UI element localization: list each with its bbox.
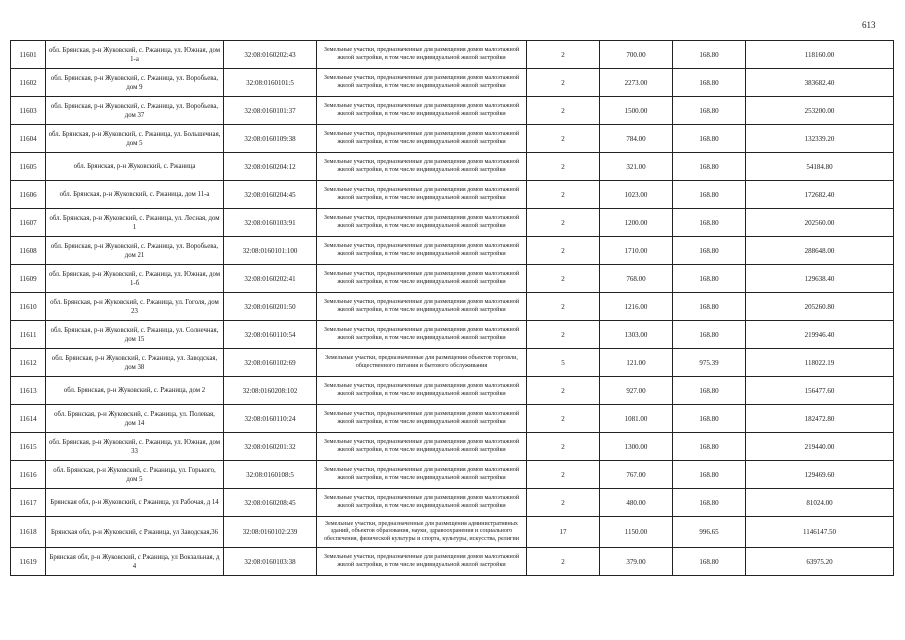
address-cell: обл. Брянская, р-н Жуковский, с. Ржаница [46, 153, 224, 181]
permitted-use-cell: Земельные участки, предназначенные для размещения домов малоэтажной жилой застройки, в том числе индивидуальной жилой застройки [317, 405, 527, 433]
table-row [11, 517, 894, 548]
cadastral-number-cell: 32:08:0160208:102 [224, 377, 317, 405]
address-cell: обл. Брянская, р-н Жуковский, с. Ржаница, ул. Южная, дом 1-а [46, 41, 224, 69]
area-cell: 1023.00 [600, 181, 673, 209]
cadastral-value-cell: 383682.40 [746, 69, 894, 97]
cadastral-number-cell: 32:08:0160102:69 [224, 349, 317, 377]
specific-value-cell: 168.80 [673, 153, 746, 181]
row-number: 11612 [11, 349, 46, 377]
area-cell: 121.00 [600, 349, 673, 377]
permitted-use-cell: Земельные участки, предназначенные для размещения домов малоэтажной жилой застройки, в том числе индивидуальной жилой застройки [317, 489, 527, 517]
area-cell: 700.00 [600, 41, 673, 69]
permitted-use-cell: Земельные участки, предназначенные для размещения домов малоэтажной жилой застройки, в том числе индивидуальной жилой застройки [317, 293, 527, 321]
specific-value-cell: 168.80 [673, 405, 746, 433]
table-row [11, 321, 894, 349]
address-cell: Брянская обл, р-н Жуковский, с Ржаница, ул Заводская,36 [46, 517, 224, 548]
cadastral-number-cell: 32:08:0160204:45 [224, 181, 317, 209]
address-cell: обл. Брянская, р-н Жуковский, с. Ржаница, ул. Южная, дом 33 [46, 433, 224, 461]
cadastral-number-cell: 32:08:0160208:45 [224, 489, 317, 517]
cadastral-value-cell: 156477.60 [746, 377, 894, 405]
cadastral-value-cell: 219946.40 [746, 321, 894, 349]
specific-value-cell: 168.80 [673, 209, 746, 237]
table-row [11, 489, 894, 517]
cadastral-value-cell: 219440.00 [746, 433, 894, 461]
area-cell: 1150.00 [600, 517, 673, 548]
table-row [11, 405, 894, 433]
cadastral-number-cell: 32:08:0160108:5 [224, 461, 317, 489]
cadastral-value-cell: 1146147.50 [746, 517, 894, 548]
specific-value-cell: 168.80 [673, 97, 746, 125]
cadastral-value-cell: 182472.80 [746, 405, 894, 433]
cadastral-number-cell: 32:08:0160202:43 [224, 41, 317, 69]
area-cell: 1710.00 [600, 237, 673, 265]
area-cell: 767.00 [600, 461, 673, 489]
cadastral-number-cell: 32:08:0160109:38 [224, 125, 317, 153]
specific-value-cell: 168.80 [673, 41, 746, 69]
cadastral-value-cell: 172682.40 [746, 181, 894, 209]
area-cell: 784.00 [600, 125, 673, 153]
specific-value-cell: 168.80 [673, 265, 746, 293]
address-cell: обл. Брянская, р-н Жуковский, с. Ржаница, ул. Солнечная, дом 15 [46, 321, 224, 349]
table-row [11, 237, 894, 265]
permitted-use-cell: Земельные участки, предназначенные для размещения административных зданий, объектов образования, науки, здравоохранения и социального обеспечения, физической культуры и спорта, культуры, искусства, религии [317, 517, 527, 548]
cadastral-value-cell: 118160.00 [746, 41, 894, 69]
area-cell: 480.00 [600, 489, 673, 517]
group-cell: 2 [527, 433, 600, 461]
specific-value-cell: 168.80 [673, 489, 746, 517]
specific-value-cell: 168.80 [673, 237, 746, 265]
table-row [11, 377, 894, 405]
table-row [11, 41, 894, 69]
address-cell: Брянская обл, р-н Жуковский, с Ржаница, ул Вокзальная, д 4 [46, 548, 224, 576]
row-number: 11610 [11, 293, 46, 321]
specific-value-cell: 168.80 [673, 433, 746, 461]
cadastral-value-cell: 129638.40 [746, 265, 894, 293]
table-row [11, 548, 894, 576]
permitted-use-cell: Земельные участки, предназначенные для размещения домов малоэтажной жилой застройки, в том числе индивидуальной жилой застройки [317, 41, 527, 69]
specific-value-cell: 168.80 [673, 125, 746, 153]
cadastral-number-cell: 32:08:0160110:24 [224, 405, 317, 433]
cadastral-value-cell: 81024.00 [746, 489, 894, 517]
area-cell: 1300.00 [600, 433, 673, 461]
area-cell: 927.00 [600, 377, 673, 405]
permitted-use-cell: Земельные участки, предназначенные для размещения домов малоэтажной жилой застройки, в том числе индивидуальной жилой застройки [317, 153, 527, 181]
cadastral-number-cell: 32:08:0160201:50 [224, 293, 317, 321]
address-cell: обл. Брянская, р-н Жуковский, с. Ржаница, ул. Воробьева, дом 9 [46, 69, 224, 97]
group-cell: 2 [527, 321, 600, 349]
group-cell: 2 [527, 237, 600, 265]
table-row [11, 293, 894, 321]
table-row [11, 125, 894, 153]
page-number: 613 [862, 20, 876, 30]
row-number: 11613 [11, 377, 46, 405]
permitted-use-cell: Земельные участки, предназначенные для размещения домов малоэтажной жилой застройки, в том числе индивидуальной жилой застройки [317, 237, 527, 265]
permitted-use-cell: Земельные участки, предназначенные для размещения домов малоэтажной жилой застройки, в том числе индивидуальной жилой застройки [317, 433, 527, 461]
row-number: 11618 [11, 517, 46, 548]
cadastral-value-cell: 132339.20 [746, 125, 894, 153]
group-cell: 2 [527, 377, 600, 405]
cadastral-value-cell: 54184.80 [746, 153, 894, 181]
cadastral-number-cell: 32:08:0160103:38 [224, 548, 317, 576]
row-number: 11617 [11, 489, 46, 517]
row-number: 11603 [11, 97, 46, 125]
area-cell: 2273.00 [600, 69, 673, 97]
address-cell: обл. Брянская, р-н Жуковский, с. Ржаница, ул. Полевая, дом 14 [46, 405, 224, 433]
cadastral-value-cell: 129469.60 [746, 461, 894, 489]
area-cell: 768.00 [600, 265, 673, 293]
address-cell: обл. Брянская, р-н Жуковский, с. Ржаница, ул. Заводская, дом 38 [46, 349, 224, 377]
permitted-use-cell: Земельные участки, предназначенные для размещения домов малоэтажной жилой застройки, в том числе индивидуальной жилой застройки [317, 69, 527, 97]
area-cell: 1081.00 [600, 405, 673, 433]
address-cell: обл. Брянская, р-н Жуковский, с. Ржаница, дом 11-а [46, 181, 224, 209]
row-number: 11614 [11, 405, 46, 433]
address-cell: обл. Брянская, р-н Жуковский, с. Ржаница, ул. Гоголя, дом 23 [46, 293, 224, 321]
cadastral-value-cell: 118022.19 [746, 349, 894, 377]
specific-value-cell: 168.80 [673, 321, 746, 349]
specific-value-cell: 168.80 [673, 181, 746, 209]
cadastral-value-cell: 205260.80 [746, 293, 894, 321]
area-cell: 1200.00 [600, 209, 673, 237]
permitted-use-cell: Земельные участки, предназначенные для размещения домов малоэтажной жилой застройки, в том числе индивидуальной жилой застройки [317, 377, 527, 405]
table-row [11, 153, 894, 181]
area-cell: 379.00 [600, 548, 673, 576]
group-cell: 2 [527, 97, 600, 125]
cadastral-number-cell: 32:08:0160102:239 [224, 517, 317, 548]
cadastral-number-cell: 32:08:0160103:91 [224, 209, 317, 237]
group-cell: 2 [527, 181, 600, 209]
cadastral-value-cell: 202560.00 [746, 209, 894, 237]
address-cell: обл. Брянская, р-н Жуковский, с. Ржаница, ул. Горького, дом 5 [46, 461, 224, 489]
row-number: 11609 [11, 265, 46, 293]
land-registry-table [10, 40, 894, 576]
address-cell: Брянская обл, р-н Жуковский, с Ржаница, ул Рабочая, д 14 [46, 489, 224, 517]
specific-value-cell: 996.65 [673, 517, 746, 548]
specific-value-cell: 168.80 [673, 293, 746, 321]
row-number: 11606 [11, 181, 46, 209]
table-row [11, 461, 894, 489]
address-cell: обл. Брянская, р-н Жуковский, с. Ржаница, дом 2 [46, 377, 224, 405]
table-row [11, 97, 894, 125]
cadastral-number-cell: 32:08:0160202:41 [224, 265, 317, 293]
group-cell: 2 [527, 41, 600, 69]
row-number: 11607 [11, 209, 46, 237]
table-row [11, 181, 894, 209]
row-number: 11604 [11, 125, 46, 153]
specific-value-cell: 168.80 [673, 69, 746, 97]
row-number: 11608 [11, 237, 46, 265]
cadastral-number-cell: 32:08:0160110:54 [224, 321, 317, 349]
permitted-use-cell: Земельные участки, предназначенные для размещения домов малоэтажной жилой застройки, в том числе индивидуальной жилой застройки [317, 209, 527, 237]
group-cell: 2 [527, 265, 600, 293]
group-cell: 2 [527, 293, 600, 321]
group-cell: 2 [527, 548, 600, 576]
group-cell: 2 [527, 209, 600, 237]
specific-value-cell: 975.39 [673, 349, 746, 377]
row-number: 11611 [11, 321, 46, 349]
area-cell: 321.00 [600, 153, 673, 181]
row-number: 11615 [11, 433, 46, 461]
group-cell: 2 [527, 69, 600, 97]
area-cell: 1303.00 [600, 321, 673, 349]
specific-value-cell: 168.80 [673, 461, 746, 489]
row-number: 11605 [11, 153, 46, 181]
group-cell: 2 [527, 153, 600, 181]
table-row [11, 69, 894, 97]
address-cell: обл. Брянская, р-н Жуковский, с. Ржаница, ул. Южная, дом 1-б [46, 265, 224, 293]
specific-value-cell: 168.80 [673, 548, 746, 576]
permitted-use-cell: Земельные участки, предназначенные для размещения домов малоэтажной жилой застройки, в том числе индивидуальной жилой застройки [317, 321, 527, 349]
cadastral-value-cell: 288648.00 [746, 237, 894, 265]
table-row [11, 433, 894, 461]
row-number: 11616 [11, 461, 46, 489]
cadastral-value-cell: 253200.00 [746, 97, 894, 125]
specific-value-cell: 168.80 [673, 377, 746, 405]
row-number: 11619 [11, 548, 46, 576]
table-body [11, 41, 894, 576]
group-cell: 2 [527, 489, 600, 517]
area-cell: 1216.00 [600, 293, 673, 321]
row-number: 11601 [11, 41, 46, 69]
permitted-use-cell: Земельные участки, предназначенные для размещения домов малоэтажной жилой застройки, в том числе индивидуальной жилой застройки [317, 265, 527, 293]
group-cell: 5 [527, 349, 600, 377]
cadastral-number-cell: 32:08:0160204:12 [224, 153, 317, 181]
permitted-use-cell: Земельные участки, предназначенные для размещения домов малоэтажной жилой застройки, в том числе индивидуальной жилой застройки [317, 181, 527, 209]
permitted-use-cell: Земельные участки, предназначенные для размещения домов малоэтажной жилой застройки, в том числе индивидуальной жилой застройки [317, 97, 527, 125]
cadastral-number-cell: 32:08:0160101:37 [224, 97, 317, 125]
table-row [11, 349, 894, 377]
area-cell: 1500.00 [600, 97, 673, 125]
address-cell: обл. Брянская, р-н Жуковский, с. Ржаница, ул. Большечная, дом 5 [46, 125, 224, 153]
cadastral-value-cell: 63975.20 [746, 548, 894, 576]
permitted-use-cell: Земельные участки, предназначенные для размещения домов малоэтажной жилой застройки, в том числе индивидуальной жилой застройки [317, 548, 527, 576]
address-cell: обл. Брянская, р-н Жуковский, с. Ржаница, ул. Воробьева, дом 21 [46, 237, 224, 265]
address-cell: обл. Брянская, р-н Жуковский, с. Ржаница, ул. Лесная, дом 1 [46, 209, 224, 237]
table-row [11, 265, 894, 293]
permitted-use-cell: Земельные участки, предназначенные для размещения домов малоэтажной жилой застройки, в том числе индивидуальной жилой застройки [317, 461, 527, 489]
table-row [11, 209, 894, 237]
group-cell: 2 [527, 125, 600, 153]
cadastral-number-cell: 32:08:0160101:100 [224, 237, 317, 265]
address-cell: обл. Брянская, р-н Жуковский, с. Ржаница, ул. Воробьева, дом 37 [46, 97, 224, 125]
permitted-use-cell: Земельные участки, предназначенные для размещения объектов торговли, общественного питания и бытового обслуживания [317, 349, 527, 377]
row-number: 11602 [11, 69, 46, 97]
group-cell: 2 [527, 405, 600, 433]
group-cell: 2 [527, 461, 600, 489]
group-cell: 17 [527, 517, 600, 548]
cadastral-number-cell: 32:08:0160101:5 [224, 69, 317, 97]
cadastral-number-cell: 32:08:0160201:32 [224, 433, 317, 461]
permitted-use-cell: Земельные участки, предназначенные для размещения домов малоэтажной жилой застройки, в том числе индивидуальной жилой застройки [317, 125, 527, 153]
